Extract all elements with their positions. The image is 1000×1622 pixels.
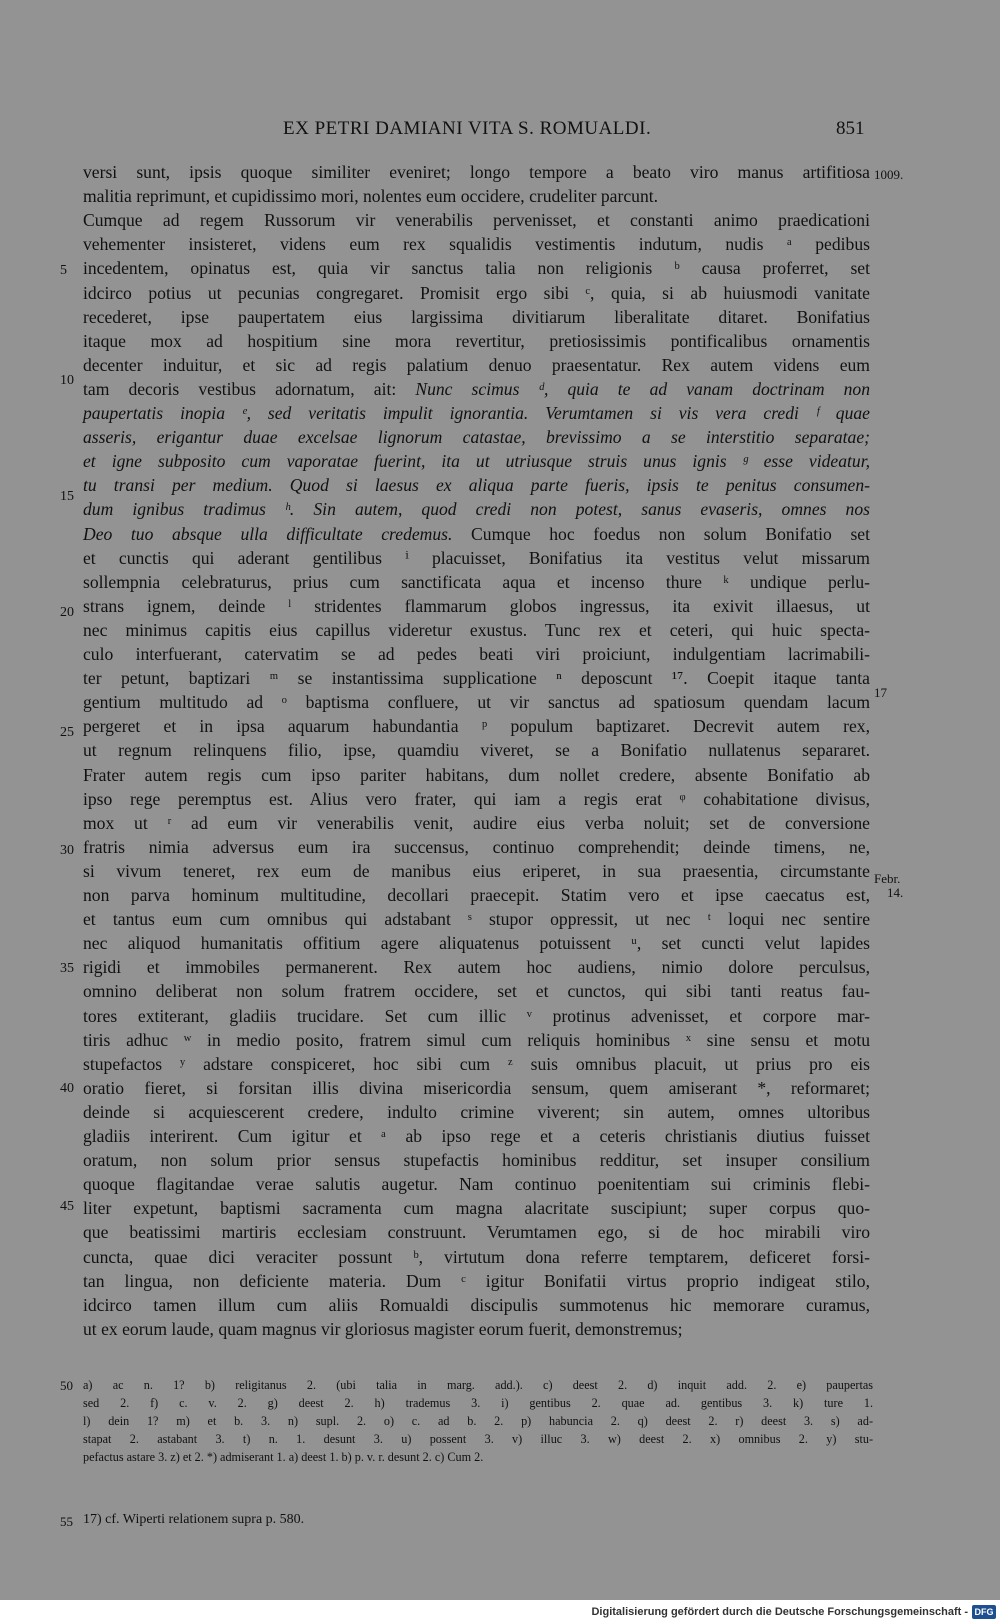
reference-note: 17) cf. Wiperti relationem supra p. 580. — [83, 1512, 305, 1527]
text-line: vehementer insisteret, videns eum rex squalidis vestimentis indutum, nudis ᵃ pedibus — [83, 234, 870, 255]
text-line: que beatissimi martiris ecclesiam construunt. Verumtamen ego, si de hoc mirabili viro — [83, 1222, 870, 1243]
text-line: et cunctis qui aderant gentilibus ⁱ placuisset, Bonifatius ita vestitus velut missarum — [83, 547, 870, 568]
footnote-line: a) ac n. 1? b) religitanus 2. (ubi talia in marg. add.). c) deest 2. d) inquit add. 2. e) paupertas — [83, 1378, 873, 1392]
margin-year: 1009. — [874, 167, 904, 182]
reference-line-number: 55 — [60, 1514, 73, 1529]
margin-date-day: 14. — [887, 885, 904, 900]
text-line — [83, 474, 870, 496]
footnote-line: l) dein 1? m) et b. 3. n) supl. 2. o) c. ad b. 2. p) habuncia 2. q) deest 2. r) deest 3. s) ad- — [83, 1414, 873, 1428]
text-line: nec minimus capitis eius capillus videretur exustus. Tunc rex et ceteri, qui huic specta- — [83, 619, 870, 640]
line-number: 15 — [60, 489, 74, 504]
line-number: 45 — [60, 1199, 74, 1214]
text-line: nec aliquod humanitatis offitium agere aliquatenus potuissent ᵘ, set cuncti velut lapides — [83, 933, 870, 954]
text-line: gladiis interirent. Cum igitur et ᵃ ab ipso rege et a ceteris christianis diutius fuisset — [83, 1126, 870, 1146]
text-line — [83, 450, 870, 472]
text-line-italic: paupertatis inopia ᵉ, sed veritatis impulit ignorantia. Verumtamen si vis vera credi ᶠ quae — [83, 403, 870, 423]
text-line: incedentem, opinatus est, quia vir sanctus talia non religionis ᵇ causa proferret, set — [83, 258, 870, 279]
text-line — [83, 523, 870, 545]
margin-note-17: 17 — [874, 685, 887, 700]
line-number: 20 — [60, 605, 74, 620]
text-line: pergeret et in ipsa aquarum habundantia ᵖ populum baptizaret. Decrevit autem rex, — [83, 716, 870, 737]
text-line: rigidi et immobiles permanerent. Rex autem hoc audiens, nimio dolore perculsus, — [83, 957, 870, 978]
text-line: Cumque ad regem Russorum vir venerabilis pervenisset, et constanti animo praedicationi — [83, 210, 870, 231]
text-line — [83, 498, 870, 520]
footnote-line: stapat 2. astabant 3. t) n. 1. desunt 3. u) possent 3. v) illuc 3. w) deest 2. x) omnibus 2. y) stu- — [83, 1432, 873, 1446]
footnote-line: sed 2. f) c. v. 2. g) deest 2. h) trademus 3. i) gentibus 2. quae ad. gentibus 3. k) ture 1. — [83, 1396, 873, 1410]
text-line: ter petunt, baptizari ᵐ se instantissima supplicatione ⁿ deposcunt ¹⁷. Coepit itaque tanta — [83, 668, 870, 689]
dfg-logo-icon: DFG — [972, 1605, 996, 1619]
line-number: 10 — [60, 373, 74, 388]
footer-bar — [0, 1600, 1000, 1622]
text-line: ut regnum relinquens filio, ipse, quamdiu viveret, se a Bonifatio nullatenus separaret. — [83, 740, 870, 761]
text-line-italic: tu transi per medium. Quod si laesus ex aliqua parte fueris, ipsis te penitus consumen- — [83, 475, 870, 496]
text-line: fratris nimia adversus eum ira succensus, continuo comprehendit; deinde timens, ne, — [83, 836, 870, 857]
text-line: non parva hominum multitudine, decollari praecepit. Statim vero et ipse caecatus est, — [83, 885, 870, 905]
line-number: 30 — [60, 843, 74, 858]
line-number: 40 — [60, 1081, 74, 1096]
text-line: itaque mox ad hospitium sine mora revertitur, pretiosissimis pontificalibus ornamentis — [83, 330, 870, 351]
text-line: sollempnia celebraturus, prius cum sanctificata aqua et incenso thure ᵏ undique perlu- — [83, 571, 870, 592]
text-line-italic: asseris, erigantur duae excelsae lignorum catastae, brevissimo a se interstitio separatae; — [83, 427, 870, 448]
text-line — [83, 426, 870, 448]
text-line: omnino deliberat non solum fratrem occidere, set et cunctos, qui sibi tanti reatus fau- — [83, 981, 870, 1002]
text-line — [83, 402, 870, 424]
text-line: tores extiterant, gladiis trucidare. Set cum illic ᵛ protinus advenisset, et corpore mar- — [83, 1005, 870, 1026]
footer-credit: Digitalisierung gefördert durch die Deutsche Forschungsgemeinschaft - — [591, 1606, 968, 1618]
text-line-italic: Deo tuo absque ulla difficultate credemus. — [83, 523, 453, 544]
line-number: 25 — [60, 725, 74, 740]
text-line: versi sunt, ipsis quoque similiter eveniret; longo tempore a beato viro manus artifitiosa — [83, 162, 870, 182]
margin-date-month: Febr. — [874, 871, 901, 886]
footnote-line-number: 50 — [60, 1378, 73, 1393]
text-line: si vivum teneret, rex eum de manibus eius eriperet, in sua praesentia, circumstante — [83, 860, 870, 881]
text-line — [83, 378, 870, 400]
line-number: 5 — [60, 263, 67, 278]
footnote-line: pefactus astare 3. z) et 2. *) admiserant 1. a) deest 1. b) p. v. r. desunt 2. c) Cum 2. — [83, 1450, 484, 1464]
text-line-roman: Cumque hoc foedus non solum Bonifatio set — [471, 523, 870, 544]
text-line: quoque flagitandae verae salutis augetur. Nam continuo poenitentiam sui criminis flebi- — [83, 1174, 870, 1195]
text-line: malitia reprimunt, et cupidissimo mori, nolentes eum occidere, crudeliter parcunt. — [83, 186, 659, 207]
text-line: strans ignem, deinde ˡ stridentes flammarum globos ingressus, ita exivit illaesus, ut — [83, 595, 870, 616]
text-line: et tantus eum cum omnibus qui adstabant ˢ stupor oppressit, ut nec ᵗ loqui nec sentire — [83, 909, 870, 930]
text-line: Frater autem regis cum ipso pariter habitans, dum nollet credere, absente Bonifatio ab — [83, 764, 870, 785]
text-line: cuncta, quae dici veraciter possunt ᵇ, virtutum dona referre temptarem, deficeret forsi- — [83, 1246, 870, 1267]
text-line: idcirco tamen illum cum aliis Romualdi discipulis summotenus hic memorare curamus, — [83, 1294, 870, 1315]
text-line-roman: tam decoris vestibus adornatum, ait: — [83, 378, 397, 399]
text-line: gentium multitudo ad ᵒ baptisma confluere, ut vir sanctus ad spatiosum quendam lacum — [83, 692, 870, 713]
line-number: 35 — [60, 961, 74, 976]
text-line: decenter induitur, et sic ad regis palatium denuo praesentatur. Rex autem videns eum — [83, 354, 870, 375]
text-line-italic: Nunc scimus ᵈ, quia te ad vanam doctrinam non — [415, 378, 871, 399]
text-line: stupefactos ʸ adstare conspiceret, hoc sibi cum ᶻ suis omnibus placuit, ut prius pro eis — [83, 1053, 870, 1074]
text-line: tan lingua, non deficiente materia. Dum ᶜ igitur Bonifatii virtus proprio indigeat stilo, — [83, 1270, 870, 1291]
page-number: 851 — [836, 118, 865, 139]
text-line: deinde si acquiescerent credere, indulto crimine viverent; sin autem, omnes ultoribus — [83, 1101, 870, 1122]
text-line: culo interfuerant, catervatim se ad pedes beati viri proiciunt, indulgentiam lacrimabili- — [83, 644, 870, 664]
text-line: oratio fieret, si forsitan illis divina misericordia sensum, quem amiserant *, reformaret; — [83, 1077, 870, 1098]
text-line: ut ex eorum laude, quam magnus vir gloriosus magister eorum fuerit, demonstremus; — [83, 1318, 683, 1339]
text-line: idcirco potius ut pecunias congregaret. Promisit ergo sibi ᶜ, quia, si ab huiusmodi vanitate — [83, 282, 870, 303]
text-line-italic: dum ignibus tradimus ʰ. Sin autem, quod credi non potest, sanus evaseris, omnes nos — [83, 499, 870, 520]
running-title: EX PETRI DAMIANI VITA S. ROMUALDI. — [283, 118, 652, 139]
text-line-italic: et igne subposito cum vaporatae fuerint, ita ut utriusque struis unus ignis ᵍ esse videatur, — [83, 451, 870, 472]
text-line: oratum, non solum prior sensus stupefactis hominibus redditur, set insuper consilium — [83, 1150, 870, 1171]
text-line: ipso rege peremptus est. Alius vero frater, qui iam a regis erat ᵠ cohabitatione divisus, — [83, 788, 870, 809]
text-line: recederet, ipse paupertatem eius largissima divitiarum liberalitate ditaret. Bonifatius — [83, 306, 870, 327]
text-line: tiris adhuc ʷ in medio posito, fratrem simul cum reliquis hominibus ˣ sine sensu et motu — [83, 1029, 870, 1050]
text-line: liter expetunt, baptismi sacramenta cum magna alacritate suscipiunt; super corpus quo- — [83, 1198, 870, 1219]
text-line: mox ut ʳ ad eum vir venerabilis venit, audire eius verba noluit; set de conversione — [83, 812, 870, 833]
